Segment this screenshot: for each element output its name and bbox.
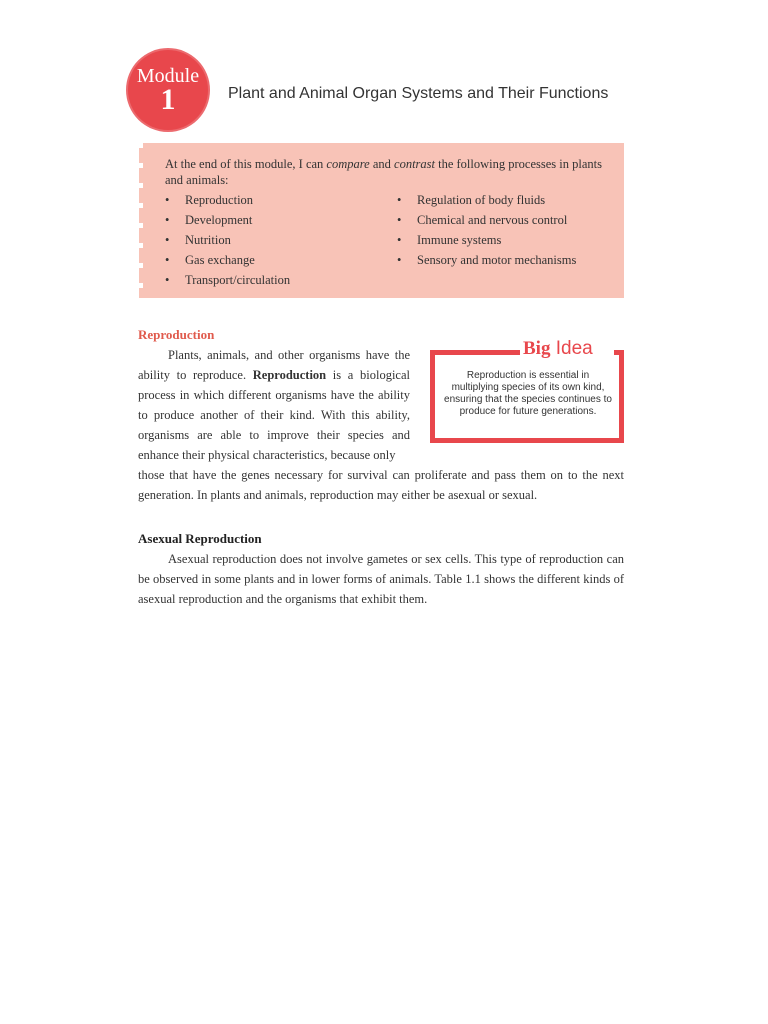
big-idea-border-corner [614,350,624,355]
para-text: Plants, animals, and other organisms have the ability to reproduce. [138,348,410,382]
objectives-list-left [165,190,290,290]
para-bold-term: Reproduction [252,368,327,382]
big-idea-label-rest: Idea [550,338,593,359]
reproduction-paragraph-cont: those that have the genes necessary for survival can proliferate and pass them on to the next generation. In plants and animals, reproduction may either be asexual or sexual. [138,468,624,502]
big-idea-label [523,338,593,360]
intro-contrast: contrast [394,157,435,171]
list-item: • Transport/circulation [165,270,290,290]
intro-and: and [369,157,395,171]
intro-compare: compare [326,157,370,171]
list-item: • Development [165,210,290,230]
reproduction-paragraph [138,345,410,465]
big-idea-border [430,350,520,355]
module-title: Plant and Animal Organ Systems and Their Functions [228,85,609,102]
list-item: • Gas exchange [165,250,290,270]
objectives-box [139,143,624,298]
asexual-paragraph: Asexual reproduction does not involve gametes or sex cells. This type of reproduction can be observed in some plants and in lower forms of animals. Table 1.1 shows the different kinds of asexual reproduction and the organisms that exhibit them. [138,552,624,606]
big-idea-label-bold: Big [523,338,551,359]
list-item: • Regulation of body fluids [397,190,576,210]
reproduction-heading: Reproduction [138,327,215,342]
objectives-list-right [397,190,576,270]
module-word: Module [136,65,200,87]
intro-text: At the end of this module, I can [165,157,327,171]
list-item: • Nutrition [165,230,290,250]
asexual-heading: Asexual Reproduction [138,531,262,546]
list-item: • Chemical and nervous control [397,210,576,230]
module-number: 1 [160,83,176,116]
para-text-cont: is a biological process in which different organisms have the ability to produce another of their kind. With this ability, organisms are able to improve their species and enhance their physical characteristics, because only [138,368,410,462]
big-idea-text: Reproduction is essential in multiplying species of its own kind, ensuring that the species continues to produce for future generations. [444,370,612,417]
list-item: • Reproduction [165,190,290,210]
list-item: • Sensory and motor mechanisms [397,250,576,270]
module-badge [128,50,208,130]
list-item: • Immune systems [397,230,576,250]
objectives-intro [165,156,620,188]
big-idea-box [430,338,624,443]
intro-rest: the following processes in plants and animals: [165,157,602,187]
